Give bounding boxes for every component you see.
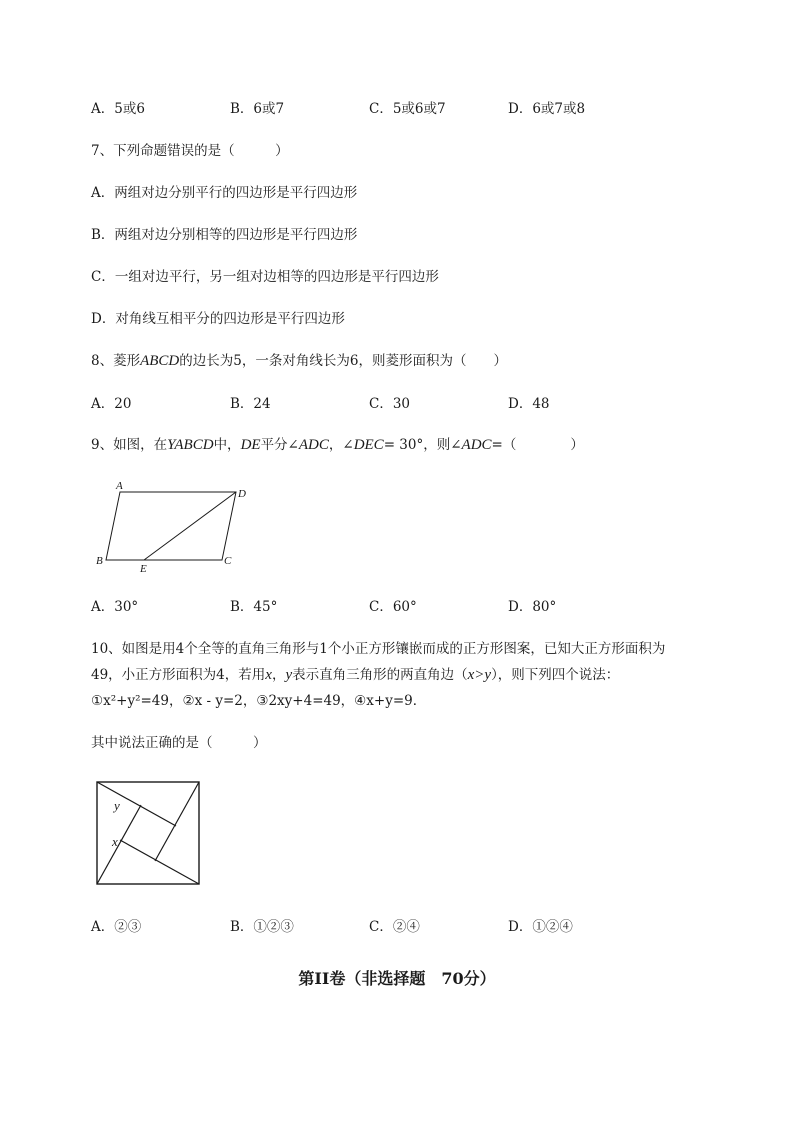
label-e: E — [140, 563, 147, 575]
q9-parallelogram-figure — [92, 478, 262, 576]
triangle-edge — [120, 840, 199, 884]
triangle-edge — [97, 782, 176, 826]
section-title: 第II卷（非选择题 70分） — [298, 969, 496, 988]
outer-square — [97, 782, 199, 884]
q10-stem-line1: 10、如图是用4个全等的直角三角形与1个小正方形镶嵌而成的正方形图案，已知大正方形面积为 — [91, 641, 666, 657]
q6-option-c: C．5或6或7 — [369, 101, 446, 117]
triangle-edge — [97, 805, 141, 884]
q7-option-d: D．对角线互相平分的四边形是平行四边形 — [91, 311, 345, 327]
q7-option-a: A．两组对边分别平行的四边形是平行四边形 — [91, 185, 358, 201]
triangle-edge — [155, 782, 199, 861]
q8-option-c: C．30 — [369, 396, 411, 412]
label-d: D — [238, 488, 246, 500]
q8-option-b: B．24 — [230, 396, 271, 412]
q9-option-a: A．30° — [91, 599, 139, 615]
q10-statements: ①x²+y²=49，②x - y=2，③2xy+4=49，④x+y=9． — [91, 693, 427, 709]
q8-option-d: D．48 — [508, 396, 550, 412]
label-y: y — [114, 798, 120, 813]
q9-stem: 9、如图，在YABCD中，DE平分∠ADC，∠DEC= 30°，则∠ADC=（ ） — [91, 437, 584, 453]
segment-de — [144, 492, 236, 560]
q7-stem: 7、下列命题错误的是（ ） — [91, 143, 289, 159]
q6-option-d: D．6或7或8 — [508, 101, 586, 117]
q6-option-a: A．5或6 — [91, 101, 145, 117]
q10-option-b: B．①②③ — [230, 919, 294, 935]
q9-option-d: D．80° — [508, 599, 557, 615]
q6-option-b: B．6或7 — [230, 101, 285, 117]
q8-stem: 8、菱形ABCD的边长为5，一条对角线长为6，则菱形面积为（ ） — [91, 353, 507, 369]
q10-option-d: D．①②④ — [508, 919, 573, 935]
label-c: C — [224, 555, 232, 567]
q7-option-c: C．一组对边平行，另一组对边相等的四边形是平行四边形 — [91, 269, 439, 285]
q10-option-a: A．②③ — [91, 919, 142, 935]
label-b: B — [96, 555, 103, 567]
q10-square-pattern-figure — [95, 780, 201, 886]
q9-option-b: B．45° — [230, 599, 278, 615]
q10-option-c: C．②④ — [369, 919, 420, 935]
q9-option-c: C．60° — [369, 599, 417, 615]
label-a: A — [116, 480, 123, 492]
q7-option-b: B．两组对边分别相等的四边形是平行四边形 — [91, 227, 358, 243]
q8-option-a: A．20 — [91, 396, 132, 412]
label-x: x — [112, 834, 118, 849]
q10-stem-line2: 49，小正方形面积为4，若用x，y表示直角三角形的两直角边（x>y），则下列四个说法： — [91, 667, 620, 683]
q10-stem2: 其中说法正确的是（ ） — [91, 735, 267, 751]
parallelogram-abcd — [106, 492, 236, 560]
